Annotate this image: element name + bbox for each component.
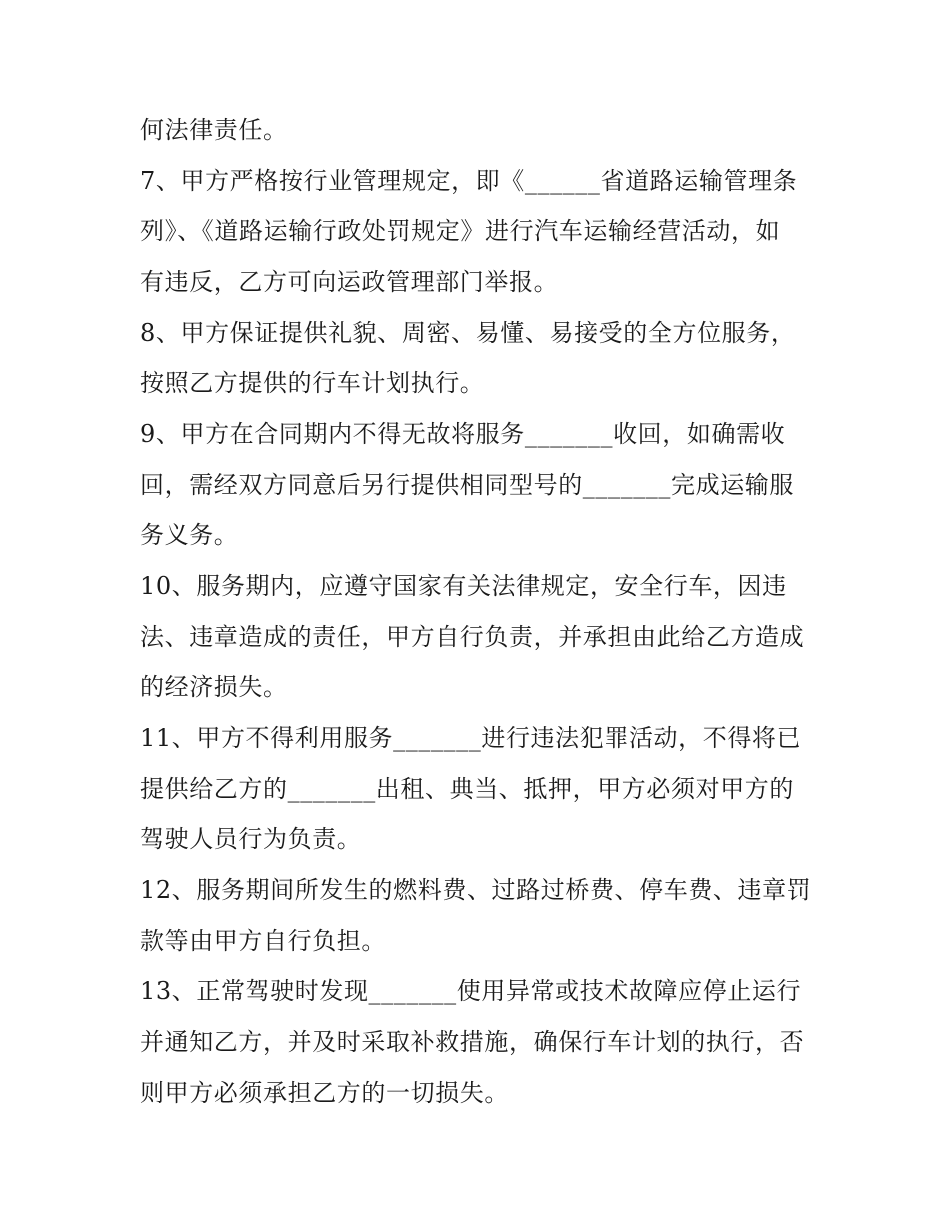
text-line: 提供给乙方的_______出租、典当、抵押，甲方必须对甲方的 [140,775,794,803]
text-line: 有违反，乙方可向运政管理部门举报。 [140,268,559,296]
text-line: 法、违章造成的责任，甲方自行负责，并承担由此给乙方造成 [140,623,805,651]
text-line: 13、正常驾驶时发现_______使用异常或技术故障应停止运行 [140,977,802,1005]
text-line: 9、甲方在合同期内不得无故将服务_______收回，如确需收 [140,420,786,448]
text-line: 8、甲方保证提供礼貌、周密、易懂、易接受的全方位服务， [140,319,796,347]
text-line: 的经济损失。 [140,673,288,701]
text-line: 11、甲方不得利用服务_______进行违法犯罪活动，不得将已 [140,724,802,752]
text-line: 并通知乙方，并及时采取补救措施，确保行车计划的执行，否 [140,1028,805,1056]
text-line: 按照乙方提供的行车计划执行。 [140,369,485,397]
text-line: 7、甲方严格按行业管理规定，即《______省道路运输管理条 [140,167,798,195]
text-line: 驾驶人员行为负责。 [140,825,362,853]
text-line: 款等由甲方自行负担。 [140,927,386,955]
text-line: 列》、《道路运输行政处罚规定》进行汽车运输经营活动，如 [140,217,781,245]
text-line: 务义务。 [140,521,239,549]
text-line: 10、服务期内，应遵守国家有关法律规定，安全行车，因违 [140,572,787,600]
text-line: 回，需经双方同意后另行提供相同型号的_______完成运输服 [140,471,794,499]
text-line: 何法律责任。 [140,116,288,144]
text-line: 12、服务期间所发生的燃料费、过路过桥费、停车费、违章罚 [140,876,812,904]
text-line: 则甲方必须承担乙方的一切损失。 [140,1079,509,1107]
